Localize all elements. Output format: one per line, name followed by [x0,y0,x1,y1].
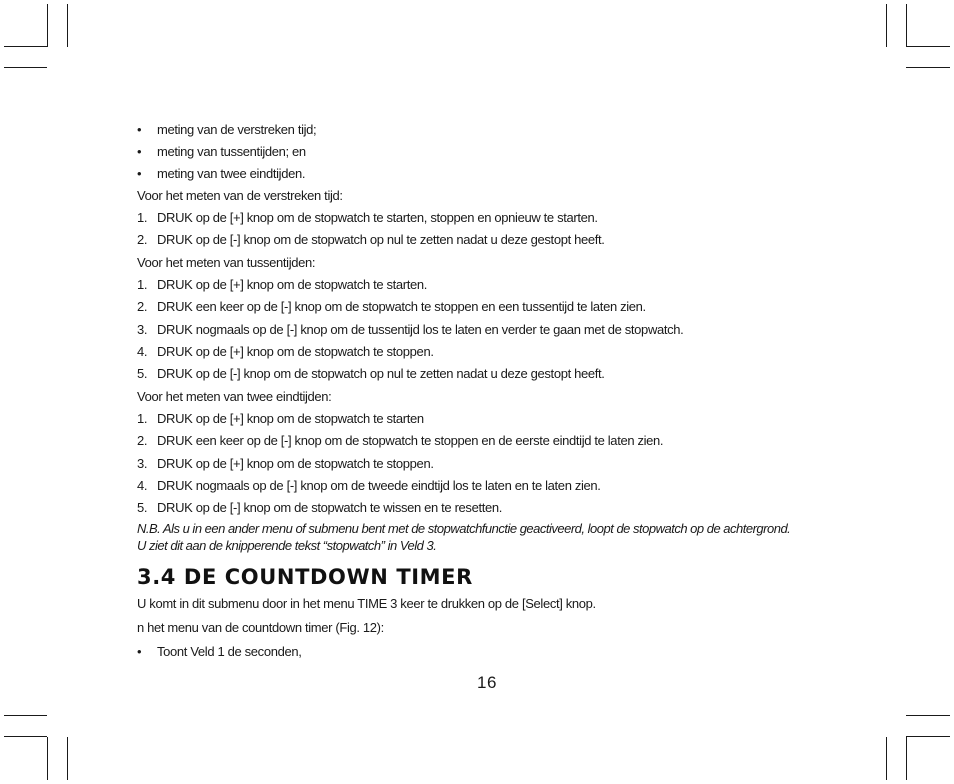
list-item [137,363,857,385]
list-item [137,229,857,251]
step-number: 3. [137,321,148,337]
list-item-text: meting van de verstreken tijd; [157,122,317,137]
step-text: DRUK een keer op de [-] knop om de stopwatch te stoppen en de eerste eindtijd te laten zien. [157,433,664,449]
step-number: 3. [137,455,148,471]
list-item [137,640,857,664]
bullet-marker: • [137,166,142,181]
step-text: DRUK nogmaals op de [-] knop om de tussentijd los te laten en verder te gaan met de stopwatch. [157,321,684,337]
step-number: 5. [137,366,148,382]
crop-mark-br-v1 [886,737,887,780]
step-number: 4. [137,343,148,359]
stopwatch-modes-list [137,119,857,185]
step-number: 2. [137,433,148,449]
step-text: DRUK op de [+] knop om de stopwatch te stoppen. [157,455,434,471]
crop-mark-br-v2 [906,737,907,780]
crop-mark-br-h1 [906,715,950,716]
step-number: 4. [137,477,148,493]
note [137,520,857,554]
list-item [137,430,857,452]
crop-mark-bl-v2 [67,737,68,780]
two-final-steps [137,408,857,520]
step-text: DRUK op de [+] knop om de stopwatch te starten. [157,276,428,292]
elapsed-intro: Voor het meten van de verstreken tijd: [137,188,343,203]
step-number: 1. [137,410,148,426]
list-item [137,319,857,341]
two-final-intro: Voor het meten van twee eindtijden: [137,388,332,404]
split-steps [137,274,857,386]
note-line: N.B. Als u in een ander menu of submenu bent met de stopwatchfunctie geactiveerd, loopt de stopwatch op de achtergrond. [137,520,791,536]
step-number: 2. [137,299,148,315]
list-item-text: meting van twee eindtijden. [157,166,306,181]
step-number: 5. [137,500,148,516]
step-text: DRUK op de [-] knop om de stopwatch te wissen en te resetten. [157,500,503,516]
list-item [137,207,857,229]
bullet-marker: • [137,144,142,159]
list-item-text: meting van tussentijden; en [157,144,306,159]
step-number: 1. [137,210,148,225]
list-item [137,341,857,363]
crop-mark-tr-h2 [906,67,950,68]
list-item [137,497,857,519]
step-text: DRUK op de [-] knop om de stopwatch op nul te zetten nadat u deze gestopt heeft. [157,232,605,248]
step-text: DRUK op de [+] knop om de stopwatch te starten, stoppen en opnieuw te starten. [157,210,598,225]
crop-mark-tr-v2 [906,4,907,47]
list-item [137,141,857,163]
crop-mark-tl-v1 [47,4,48,47]
step-text: DRUK op de [+] knop om de stopwatch te starten [157,410,424,426]
list-item [137,475,857,497]
list-item [137,296,857,318]
section-paragraph: n het menu van de countdown timer (Fig. 12): [137,619,384,635]
list-item [137,453,857,475]
step-number: 1. [137,276,148,292]
crop-mark-tr-v1 [886,4,887,47]
step-text: DRUK nogmaals op de [-] knop om de tweede eindtijd los te laten en te laten zien. [157,477,601,493]
step-number: 2. [137,232,148,248]
crop-mark-bl-v1 [47,737,48,780]
list-item [137,163,857,185]
bullet-marker: • [137,122,142,137]
bullet-marker: • [137,643,142,659]
list-item-text: Toont Veld 1 de seconden, [157,643,302,659]
step-text: DRUK op de [+] knop om de stopwatch te stoppen. [157,343,434,359]
list-item [137,274,857,296]
crop-mark-tl-h2 [4,67,47,68]
page-number: 16 [477,673,497,692]
crop-mark-br-h2 [906,736,950,737]
crop-mark-tl-v2 [67,4,68,47]
section-paragraph: U komt in dit submenu door in het menu TIME 3 keer te drukken op de [Select] knop. [137,595,596,611]
section-heading: 3.4 DE COUNTDOWN TIMER [137,564,473,589]
crop-mark-bl-h1 [4,715,47,716]
split-intro: Voor het meten van tussentijden: [137,254,316,270]
list-item [137,119,857,141]
list-item [137,408,857,430]
step-text: DRUK op de [-] knop om de stopwatch op nul te zetten nadat u deze gestopt heeft. [157,366,605,382]
crop-mark-bl-h2 [4,736,47,737]
elapsed-steps [137,207,857,252]
crop-mark-tr-h1 [906,46,950,47]
page-content [137,119,857,664]
crop-mark-tl-h1 [4,46,47,47]
step-text: DRUK een keer op de [-] knop om de stopwatch te stoppen en een tussentijd te laten zien. [157,299,646,315]
note-line: U ziet dit aan de knipperende tekst “stopwatch” in Veld 3. [137,537,437,553]
